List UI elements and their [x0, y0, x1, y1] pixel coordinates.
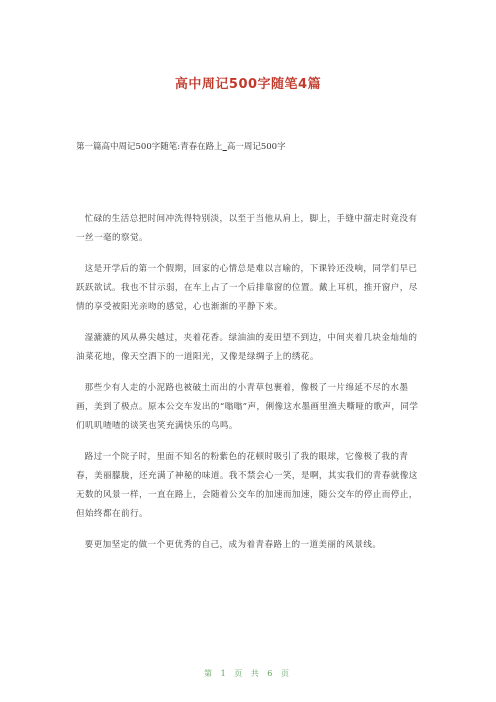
- paragraph-3: 湿漉漉的风从鼻尖越过，夹着花香。绿油油的麦田望不到边，中间夹着几块金灿灿的油菜花地，像天空洒下的一道阳光，又像是绿绸子上的绣花。: [76, 333, 418, 362]
- paragraph-4: 那些少有人走的小泥路也被破土而出的小青草包裹着，像极了一片绵延不尽的水墨画，美到了极点。原本公交车发出的“嗡嗡”声，俐像这水墨画里渔夫嘶哑的歌声，同学们叽叽喳喳的谈笑也笑充满快乐的鸟鸣。: [76, 383, 419, 431]
- article-heading-separator: _: [222, 142, 227, 152]
- article-body: [76, 210, 421, 567]
- paragraph-1: 忙碌的生活总把时间冲洗得特别淡，以至于当他从肩上，脚上，手缝中溜走时竟没有一丝一毫的察觉。: [76, 214, 418, 243]
- article-heading: [76, 140, 436, 152]
- article-heading-tail: 高一周记500字: [226, 142, 286, 152]
- page-number-footer: 第 1 页 共 6 页: [204, 669, 292, 678]
- document-title: 高中周记500字随笔4篇: [174, 77, 322, 92]
- article-heading-main: 第一篇高中周记500字随笔:青春在路上: [76, 142, 223, 152]
- paragraph-6: 要更加坚定的做一个更优秀的自己，成为着青春路上的一道美丽的风景线。: [84, 540, 382, 550]
- paragraph-2: 这是开学后的第一个假期，回家的心情总是难以言喻的，下课铃还没响，同学们早已跃跃欲试。我也不甘示弱，在车上占了一个后排靠窗的位置。戴上耳机，推开窗户，尽情的享受被阳光亲吻的感觉，心也渐渐的平静下来。: [76, 264, 418, 312]
- paragraph-5: 路过一个院子时，里面不知名的粉紫色的花顿时吸引了我的眼球，它像极了我的青春，美丽朦胧，还充满了神秘的味道。我不禁会心一笑，是啊，其实我们的青春就像这无数的风景一样，一直在路上，会随着公交车的加速而加速，随公交车的停止而停止，但始终都在前行。: [76, 452, 418, 519]
